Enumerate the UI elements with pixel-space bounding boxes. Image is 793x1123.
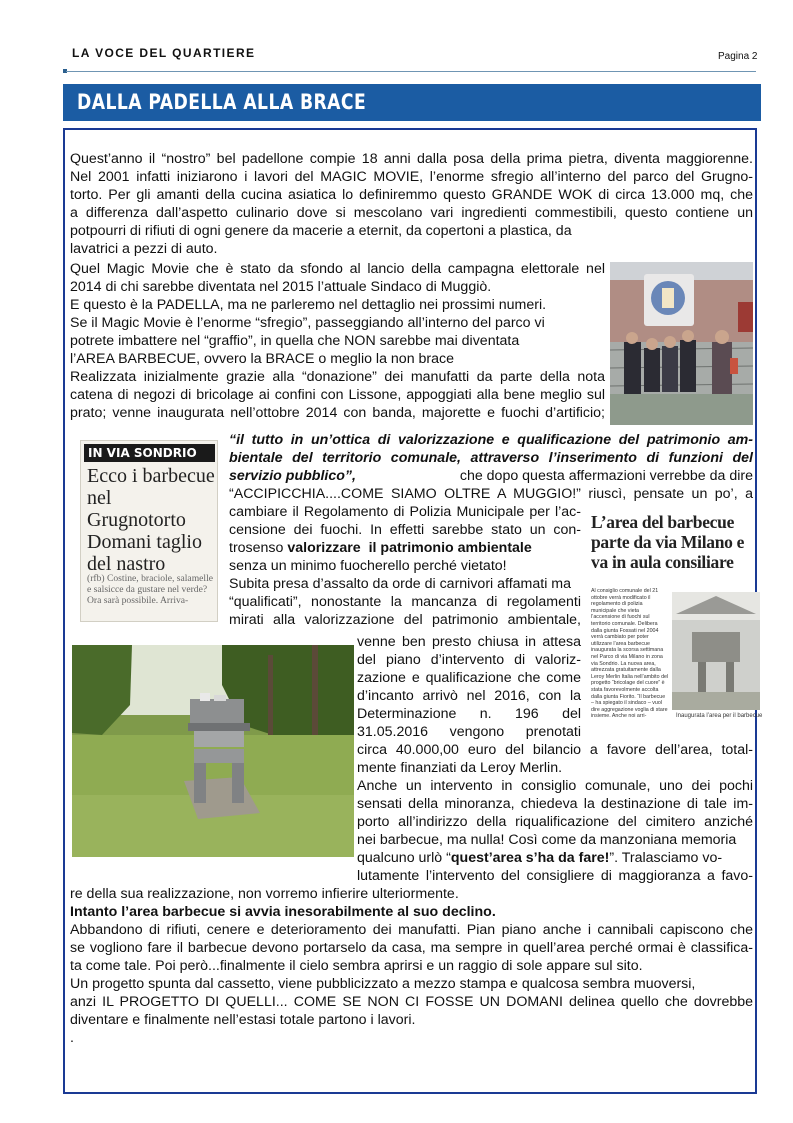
quote-continuation: che dopo questa affermazioni verrebbe da dire (455, 468, 753, 484)
clipping-right-caption: Inaugurata l’area per il barbecue (676, 713, 763, 719)
article-line: mirati alla valorizzazione del patrimonio ambientale, (229, 612, 581, 628)
article-line: Nel 2001 infatti iniziarono i lavori del MAGIC MOVIE, l’enorme sfregio all’interno del parco del Grugno- (70, 169, 753, 185)
quote-line: bientale del territorio comunale, attraverso l’inserimento di funzioni del (229, 450, 753, 466)
article-line: sensati della minoranza, chiedeva la destinazione di tale im- (357, 796, 753, 812)
article-line: “qualificati”, nonostante la mancanza di regolamenti (229, 594, 581, 610)
article-line: Subita presa d’assalto da orde di carnivori affamati ma (229, 576, 571, 592)
group-photo (610, 262, 753, 425)
article-text: qualcuno urlò “ (357, 850, 451, 866)
article-line: catena di negozi di bricolage ai confini con Lissone, appoggiati alla bene meglio sul (70, 387, 605, 403)
clipping-right-body: Al consiglio comunale del 21 ottobre verrà modificato il regolamento di polizia municipale che vieta l’accensione di fuochi sul territorio comunale. Delibera dalla giunta Fossati nel 2004 verrà cambiato per poter utilizzare l’area barbecue inaugurata la scorsa settimana nel Parco di via Milano in zona via Sondrio. La nuova area, attrezzata gratuitamente dalla Leroy Merlin Italia nell’ambito del progetto “bricolage del cuore” è stata favorevolmente accolta dalla giunta Fiorito. “Il barbecue – ha spiegato il sindaco – vuol dire aggregazione voglia di stare insieme. Anche noi arri- (591, 588, 669, 720)
article-text: trosenso (229, 540, 288, 556)
article-line: ta come tale. Poi però...finalmente il cielo sembra aprirsi e un raggio di sole appare sul sito. (70, 958, 643, 974)
article-line: nei barbecue, ma nulla! Così come da manzoniana memoria (357, 832, 737, 848)
article-bold-line: Intanto l’area barbecue si avvia inesorabilmente al suo declino. (70, 904, 496, 920)
article-bold-text: quest’area s’ha da fare! (450, 850, 610, 866)
clipping-headline: Ecco i barbecue nel Grugnotorto Domani taglio del nastro (87, 465, 215, 575)
article-line: potrete imbattere nel “graffio”, in quella che NON sarebbe mai diventata (70, 333, 520, 349)
newspaper-title: LA VOCE DEL QUARTIERE (72, 46, 256, 60)
article-line: potpourri di rifiuti di ogni genere da macerie a eternit, da copertoni a plastica, da (70, 223, 572, 239)
quote-end: servizio pubblico”, (229, 468, 356, 484)
article-line: anzi IL PROGETTO DI QUELLI... COME SE NON CI FOSSE UN DOMANI delinea quello che dovrebbe (70, 994, 753, 1010)
section-title: DALLA PADELLA ALLA BRACE (77, 90, 367, 114)
article-line: torto. Per gli amanti della cucina asiatica lo definiremmo questo GRANDE WOK di circa 13.000 mq, che (70, 187, 753, 203)
article-line: “ACCIPICCHIA....COME SIAMO OLTRE A MUGGIO!” riuscì, pensate un po’, a (229, 486, 753, 502)
article-line: l’AREA BARBECUE, ovvero la BRACE o meglio la non brace (70, 351, 455, 367)
section-banner (63, 84, 761, 121)
article-line: diventare e finalmente nell’estasi totale partono i lavori. (70, 1012, 416, 1028)
article-line (357, 849, 753, 867)
clipping-tag: IN VIA SONDRIO (84, 444, 215, 462)
article-line: cambiare il Regolamento di Polizia Municipale per l’ac- (229, 504, 581, 520)
article-line: venne ben presto chiusa in attesa (357, 634, 581, 650)
quote-line: “il tutto in un’ottica di valorizzazione e qualificazione del patrimonio am- (229, 432, 753, 448)
clipping-right-headline: L’area del barbecue parte da via Milano e va in aula consiliare (591, 512, 745, 572)
article-line: prato; venne inaugurata nell’ottobre 2014 con banda, majorette e fuochi d’artificio; (70, 405, 605, 421)
article-line: Quest’anno il “nostro” bel padellone compie 18 anni dalla posa della prima pietra, diventa maggiorenne. (70, 151, 753, 167)
header-rule (66, 71, 756, 72)
article-line: Realizzata inizialmente grazie alla “donazione” dei manufatti da parte della nota (70, 369, 605, 385)
article-line: zazione e qualificazione che come (357, 670, 581, 686)
article-line: Abbandono di rifiuti, cenere e deterioramento dei manufatti. Pian piano anche i cannibali capiscono che (70, 922, 753, 938)
article-line: lavatrici a pezzi di auto. (70, 241, 218, 257)
newspaper-clipping-left (80, 440, 218, 622)
article-line: Anche un intervento in consiglio comunale, uno dei pochi (357, 778, 753, 794)
page-number: Pagina 2 (718, 51, 758, 62)
clipping-body: (rfb) Costine, braciole, salamelle e salsicce da gustare nel verde? Ora sarà possibile. Arriva- (87, 573, 214, 606)
article-line: mente finanziati da Leroy Merlin. (357, 760, 563, 776)
article-line (229, 539, 581, 557)
quote-line (229, 467, 753, 485)
article-line: circa 40.000,00 euro del bilancio a favore dell’area, total- (357, 742, 753, 758)
barbecue-photo (72, 645, 354, 857)
article-bold-text: valorizzare il patrimonio ambientale (287, 540, 532, 556)
article-line: porto all’indirizzo della riqualificazione del cimitero anziché (357, 814, 753, 830)
article-line: senza un minimo fuocherello perché vietato! (229, 558, 507, 574)
article-line: censione dei fuochi. In effetti sarebbe stato un con- (229, 522, 581, 538)
article-line: d’incanto arrivò nel 2016, con la (357, 688, 581, 704)
article-line: del piano d’intervento di valoriz- (357, 652, 581, 668)
article-line: 31.05.2016 vengono prenotati (357, 724, 581, 740)
article-line: 2014 di chi sarebbe diventata nel 2015 l’attuale Sindaco di Muggiò. (70, 279, 492, 295)
article-line: re della sua realizzazione, non vorremo infierire ulteriormente. (70, 886, 459, 902)
article-line: E questo è la PADELLA, ma ne parleremo nel dettaglio nei prossimi numeri. (70, 297, 547, 313)
article-line: . (70, 1030, 74, 1046)
article-line: se vogliono fare il barbecue devono portarselo da casa, ma sempre in quell’area perché ormai è classifica- (70, 940, 753, 956)
article-text: ”. Tralasciamo vo- (609, 850, 723, 866)
article-line: Quel Magic Movie che è stato da sfondo al lancio della campagna elettorale nel (70, 261, 605, 277)
article-line: Se il Magic Movie è l’enorme “sfregio”, passeggiando all’interno del parco vi (70, 315, 545, 331)
article-line: lutamente l’intervento del consigliere di maggioranza a favo- (357, 868, 753, 884)
clipping-right-photo (672, 592, 760, 710)
article-line: Determinazione n. 196 del (357, 706, 581, 722)
article-line: a differenza dall’aspetto culinario dove si mescolano vari ingredienti commestibili, questo contiene un (70, 205, 753, 221)
article-line: Un progetto spunta dal cassetto, viene pubblicizzato a mezzo stampa e qualcosa sembra muoversi, (70, 976, 696, 992)
